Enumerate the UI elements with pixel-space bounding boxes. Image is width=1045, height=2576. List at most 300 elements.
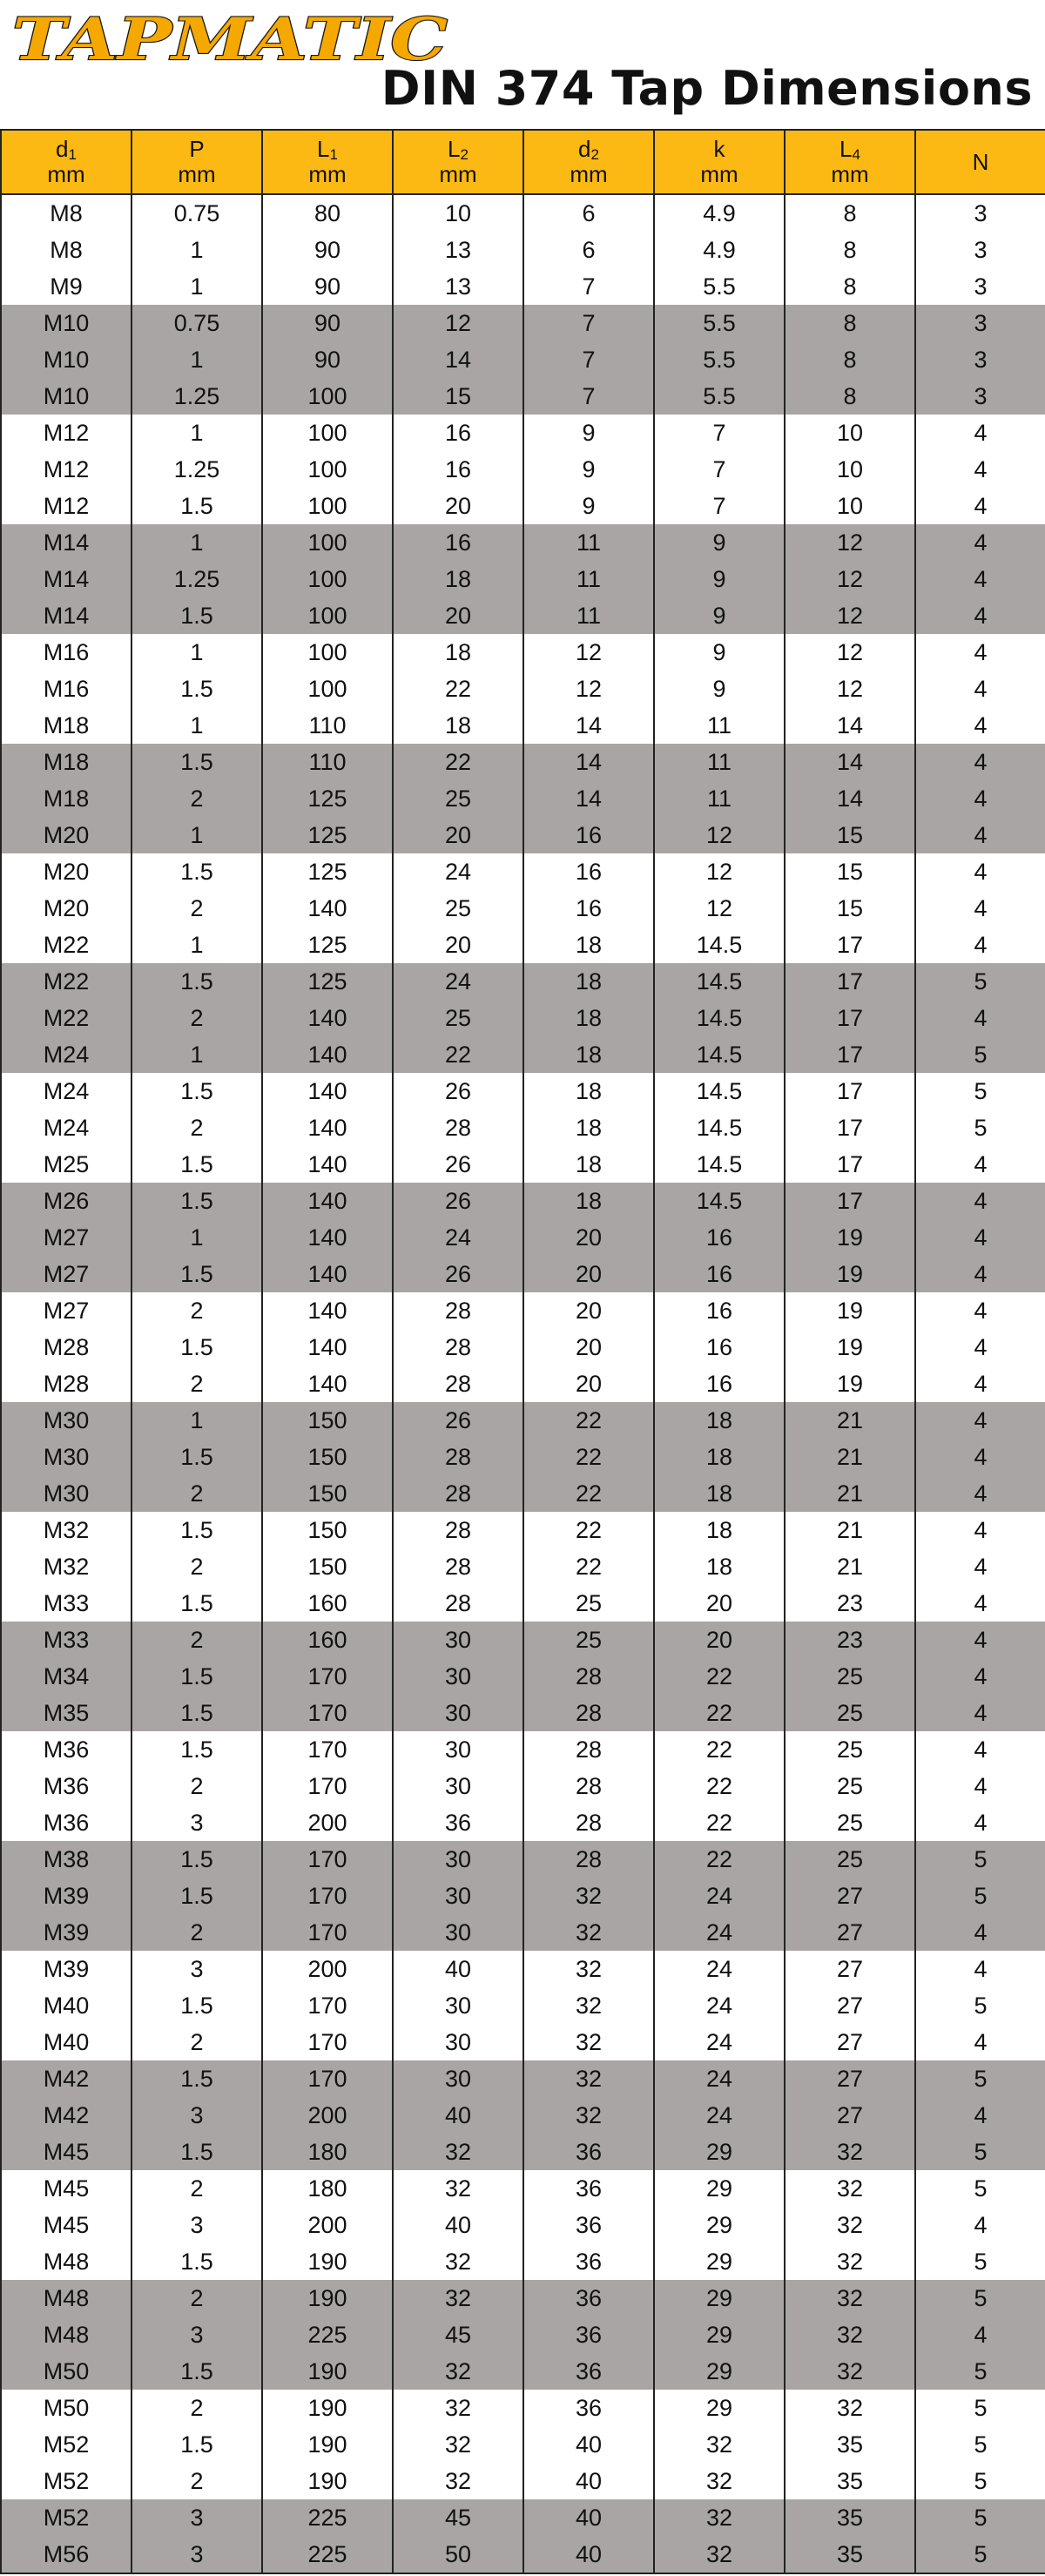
cell-l1: 180 xyxy=(262,2134,393,2170)
cell-d2: 18 xyxy=(523,1183,654,1219)
cell-p: 1 xyxy=(131,232,262,268)
cell-d1: M34 xyxy=(1,1658,131,1695)
cell-d1: M14 xyxy=(1,597,131,634)
cell-p: 2 xyxy=(131,1768,262,1804)
cell-d1: M50 xyxy=(1,2353,131,2390)
cell-n: 5 xyxy=(915,2390,1045,2426)
table-row xyxy=(1,2499,1045,2536)
table-row xyxy=(1,1585,1045,1622)
cell-d2: 22 xyxy=(523,1548,654,1585)
cell-n: 4 xyxy=(915,1439,1045,1475)
cell-p: 1 xyxy=(131,707,262,744)
table-row xyxy=(1,1439,1045,1475)
cell-d2: 7 xyxy=(523,268,654,305)
cell-k: 14.5 xyxy=(654,1109,785,1146)
cell-p: 3 xyxy=(131,2316,262,2353)
cell-n: 4 xyxy=(915,1804,1045,1841)
cell-n: 5 xyxy=(915,1987,1045,2024)
cell-l2: 18 xyxy=(393,634,523,671)
cell-l2: 30 xyxy=(393,1878,523,1914)
cell-l2: 26 xyxy=(393,1146,523,1183)
cell-k: 22 xyxy=(654,1841,785,1878)
cell-p: 1 xyxy=(131,268,262,305)
table-row xyxy=(1,2134,1045,2170)
cell-l1: 100 xyxy=(262,561,393,597)
cell-l2: 25 xyxy=(393,780,523,817)
cell-l1: 225 xyxy=(262,2536,393,2573)
cell-d1: M36 xyxy=(1,1768,131,1804)
cell-p: 3 xyxy=(131,2097,262,2134)
cell-l2: 45 xyxy=(393,2499,523,2536)
table-row xyxy=(1,451,1045,488)
cell-p: 2 xyxy=(131,890,262,927)
cell-p: 1.5 xyxy=(131,1658,262,1695)
cell-l1: 170 xyxy=(262,1914,393,1951)
cell-l1: 190 xyxy=(262,2243,393,2280)
cell-l1: 90 xyxy=(262,268,393,305)
cell-p: 3 xyxy=(131,2207,262,2243)
cell-l2: 16 xyxy=(393,415,523,451)
table-header-row xyxy=(1,130,1045,194)
cell-n: 5 xyxy=(915,2353,1045,2390)
table-row xyxy=(1,1548,1045,1585)
cell-p: 1 xyxy=(131,524,262,561)
cell-k: 4.9 xyxy=(654,194,785,232)
cell-k: 14.5 xyxy=(654,1000,785,1036)
header-l1: $L_1$ mm xyxy=(262,130,393,194)
cell-d1: M36 xyxy=(1,1731,131,1768)
cell-n: 5 xyxy=(915,2280,1045,2316)
table-row xyxy=(1,1256,1045,1292)
cell-n: 4 xyxy=(915,2207,1045,2243)
cell-l4: 8 xyxy=(785,268,915,305)
cell-k: 14.5 xyxy=(654,927,785,963)
cell-d1: M28 xyxy=(1,1366,131,1402)
cell-p: 1.5 xyxy=(131,1329,262,1366)
cell-l1: 200 xyxy=(262,1951,393,1987)
cell-l4: 17 xyxy=(785,1036,915,1073)
cell-l1: 100 xyxy=(262,634,393,671)
cell-l4: 14 xyxy=(785,744,915,780)
cell-l4: 21 xyxy=(785,1512,915,1548)
cell-l4: 12 xyxy=(785,597,915,634)
cell-n: 4 xyxy=(915,1585,1045,1622)
table-row xyxy=(1,1914,1045,1951)
cell-k: 18 xyxy=(654,1548,785,1585)
cell-l4: 25 xyxy=(785,1841,915,1878)
cell-d1: M35 xyxy=(1,1695,131,1731)
cell-l4: 27 xyxy=(785,2060,915,2097)
cell-l2: 20 xyxy=(393,488,523,524)
cell-n: 4 xyxy=(915,1292,1045,1329)
cell-p: 1 xyxy=(131,341,262,378)
cell-n: 5 xyxy=(915,2536,1045,2573)
cell-l1: 160 xyxy=(262,1622,393,1658)
cell-k: 16 xyxy=(654,1219,785,1256)
cell-p: 1 xyxy=(131,634,262,671)
cell-l4: 10 xyxy=(785,415,915,451)
cell-l4: 27 xyxy=(785,1878,915,1914)
cell-d1: M50 xyxy=(1,2390,131,2426)
cell-p: 1.5 xyxy=(131,1146,262,1183)
cell-k: 9 xyxy=(654,634,785,671)
cell-l1: 90 xyxy=(262,232,393,268)
cell-d1: M20 xyxy=(1,890,131,927)
table-row xyxy=(1,1731,1045,1768)
cell-d2: 40 xyxy=(523,2463,654,2499)
table-row xyxy=(1,707,1045,744)
cell-d1: M38 xyxy=(1,1841,131,1878)
cell-l1: 170 xyxy=(262,1768,393,1804)
cell-d2: 28 xyxy=(523,1731,654,1768)
cell-k: 22 xyxy=(654,1695,785,1731)
table-row xyxy=(1,597,1045,634)
cell-k: 5.5 xyxy=(654,305,785,341)
table-row xyxy=(1,1329,1045,1366)
cell-l2: 32 xyxy=(393,2353,523,2390)
cell-d2: 11 xyxy=(523,524,654,561)
cell-k: 29 xyxy=(654,2243,785,2280)
cell-d2: 40 xyxy=(523,2536,654,2573)
cell-p: 1.5 xyxy=(131,1731,262,1768)
cell-l2: 30 xyxy=(393,1731,523,1768)
cell-d1: M12 xyxy=(1,451,131,488)
cell-d1: M40 xyxy=(1,2024,131,2060)
cell-l2: 30 xyxy=(393,1768,523,1804)
table-row xyxy=(1,1402,1045,1439)
cell-n: 4 xyxy=(915,1475,1045,1512)
header-l2: $L_2$ mm xyxy=(393,130,523,194)
cell-n: 4 xyxy=(915,2097,1045,2134)
cell-l2: 25 xyxy=(393,890,523,927)
cell-l2: 30 xyxy=(393,2024,523,2060)
cell-l2: 20 xyxy=(393,817,523,853)
cell-p: 1.5 xyxy=(131,2060,262,2097)
cell-k: 9 xyxy=(654,524,785,561)
cell-l4: 21 xyxy=(785,1475,915,1512)
cell-k: 24 xyxy=(654,1987,785,2024)
cell-l1: 190 xyxy=(262,2463,393,2499)
table-row xyxy=(1,1878,1045,1914)
cell-l1: 170 xyxy=(262,2024,393,2060)
table-row xyxy=(1,524,1045,561)
cell-l4: 32 xyxy=(785,2390,915,2426)
cell-l2: 40 xyxy=(393,2097,523,2134)
table-row xyxy=(1,927,1045,963)
cell-p: 2 xyxy=(131,2463,262,2499)
table-row xyxy=(1,963,1045,1000)
cell-p: 1 xyxy=(131,1219,262,1256)
cell-k: 32 xyxy=(654,2499,785,2536)
cell-d2: 25 xyxy=(523,1622,654,1658)
cell-n: 4 xyxy=(915,1146,1045,1183)
cell-n: 3 xyxy=(915,194,1045,232)
cell-l2: 28 xyxy=(393,1585,523,1622)
cell-l2: 20 xyxy=(393,927,523,963)
cell-k: 24 xyxy=(654,1878,785,1914)
table-row xyxy=(1,1000,1045,1036)
cell-d1: M40 xyxy=(1,1987,131,2024)
table-row xyxy=(1,671,1045,707)
cell-k: 9 xyxy=(654,597,785,634)
cell-l4: 25 xyxy=(785,1658,915,1695)
cell-d1: M45 xyxy=(1,2134,131,2170)
cell-p: 2 xyxy=(131,780,262,817)
cell-l2: 32 xyxy=(393,2170,523,2207)
cell-l1: 140 xyxy=(262,1109,393,1146)
cell-d1: M27 xyxy=(1,1219,131,1256)
cell-l1: 125 xyxy=(262,817,393,853)
cell-p: 2 xyxy=(131,1000,262,1036)
cell-l2: 28 xyxy=(393,1109,523,1146)
cell-d1: M22 xyxy=(1,1000,131,1036)
cell-l4: 17 xyxy=(785,1073,915,1109)
cell-p: 1 xyxy=(131,927,262,963)
cell-d2: 16 xyxy=(523,890,654,927)
cell-l4: 23 xyxy=(785,1622,915,1658)
cell-p: 1.5 xyxy=(131,2243,262,2280)
cell-d2: 18 xyxy=(523,1000,654,1036)
cell-p: 1.5 xyxy=(131,1585,262,1622)
table-row xyxy=(1,1695,1045,1731)
cell-d1: M14 xyxy=(1,561,131,597)
table-row xyxy=(1,488,1045,524)
cell-k: 29 xyxy=(654,2390,785,2426)
cell-n: 4 xyxy=(915,415,1045,451)
cell-l4: 19 xyxy=(785,1329,915,1366)
cell-d2: 14 xyxy=(523,780,654,817)
cell-k: 14.5 xyxy=(654,1146,785,1183)
cell-n: 5 xyxy=(915,963,1045,1000)
cell-d2: 14 xyxy=(523,707,654,744)
cell-n: 3 xyxy=(915,268,1045,305)
cell-d1: M42 xyxy=(1,2097,131,2134)
cell-d2: 32 xyxy=(523,2060,654,2097)
cell-n: 4 xyxy=(915,853,1045,890)
cell-d1: M56 xyxy=(1,2536,131,2573)
cell-d2: 22 xyxy=(523,1475,654,1512)
cell-p: 1.5 xyxy=(131,963,262,1000)
cell-l1: 170 xyxy=(262,2060,393,2097)
cell-l1: 100 xyxy=(262,488,393,524)
cell-d2: 14 xyxy=(523,744,654,780)
cell-k: 11 xyxy=(654,780,785,817)
cell-d1: M30 xyxy=(1,1475,131,1512)
cell-d1: M24 xyxy=(1,1036,131,1073)
cell-k: 5.5 xyxy=(654,341,785,378)
cell-l1: 100 xyxy=(262,378,393,415)
cell-d2: 22 xyxy=(523,1512,654,1548)
cell-p: 2 xyxy=(131,1548,262,1585)
cell-l2: 28 xyxy=(393,1512,523,1548)
cell-l1: 150 xyxy=(262,1548,393,1585)
cell-l4: 23 xyxy=(785,1585,915,1622)
cell-l1: 110 xyxy=(262,707,393,744)
cell-d2: 22 xyxy=(523,1439,654,1475)
cell-l1: 170 xyxy=(262,1878,393,1914)
cell-p: 1.5 xyxy=(131,1183,262,1219)
header-l4: $L_4$ mm xyxy=(785,130,915,194)
cell-l2: 40 xyxy=(393,2207,523,2243)
cell-d2: 28 xyxy=(523,1695,654,1731)
cell-l4: 35 xyxy=(785,2463,915,2499)
cell-l4: 32 xyxy=(785,2280,915,2316)
table-row xyxy=(1,2060,1045,2097)
cell-d1: M10 xyxy=(1,378,131,415)
cell-d1: M28 xyxy=(1,1329,131,1366)
cell-d2: 32 xyxy=(523,1878,654,1914)
cell-l1: 170 xyxy=(262,1987,393,2024)
cell-p: 1.5 xyxy=(131,2426,262,2463)
cell-p: 1 xyxy=(131,415,262,451)
cell-l4: 15 xyxy=(785,817,915,853)
cell-d2: 36 xyxy=(523,2243,654,2280)
cell-l4: 15 xyxy=(785,853,915,890)
cell-l2: 30 xyxy=(393,1622,523,1658)
cell-l4: 25 xyxy=(785,1695,915,1731)
cell-d2: 20 xyxy=(523,1292,654,1329)
cell-n: 4 xyxy=(915,597,1045,634)
cell-l4: 32 xyxy=(785,2170,915,2207)
cell-d2: 36 xyxy=(523,2280,654,2316)
cell-p: 1 xyxy=(131,817,262,853)
cell-k: 24 xyxy=(654,1951,785,1987)
cell-d1: M32 xyxy=(1,1548,131,1585)
table-row xyxy=(1,2170,1045,2207)
cell-d1: M20 xyxy=(1,853,131,890)
cell-d1: M27 xyxy=(1,1292,131,1329)
cell-k: 7 xyxy=(654,488,785,524)
cell-l1: 170 xyxy=(262,1695,393,1731)
cell-d1: M20 xyxy=(1,817,131,853)
cell-k: 7 xyxy=(654,415,785,451)
cell-l1: 125 xyxy=(262,927,393,963)
cell-l2: 13 xyxy=(393,232,523,268)
cell-p: 1.5 xyxy=(131,1512,262,1548)
cell-k: 29 xyxy=(654,2316,785,2353)
cell-l4: 12 xyxy=(785,561,915,597)
cell-l1: 200 xyxy=(262,1804,393,1841)
cell-l2: 12 xyxy=(393,305,523,341)
cell-n: 4 xyxy=(915,488,1045,524)
table-body xyxy=(1,194,1045,2573)
cell-n: 4 xyxy=(915,634,1045,671)
cell-p: 2 xyxy=(131,1109,262,1146)
cell-p: 1.5 xyxy=(131,1841,262,1878)
cell-n: 5 xyxy=(915,1841,1045,1878)
cell-k: 29 xyxy=(654,2353,785,2390)
cell-l2: 36 xyxy=(393,1804,523,1841)
cell-k: 18 xyxy=(654,1439,785,1475)
table-row xyxy=(1,1073,1045,1109)
cell-p: 0.75 xyxy=(131,194,262,232)
cell-k: 12 xyxy=(654,890,785,927)
cell-d2: 9 xyxy=(523,415,654,451)
cell-k: 16 xyxy=(654,1292,785,1329)
cell-n: 4 xyxy=(915,2316,1045,2353)
cell-d2: 6 xyxy=(523,194,654,232)
cell-n: 4 xyxy=(915,2024,1045,2060)
table-row xyxy=(1,561,1045,597)
cell-p: 1.5 xyxy=(131,1073,262,1109)
table-row xyxy=(1,1219,1045,1256)
cell-n: 4 xyxy=(915,1914,1045,1951)
cell-d1: M12 xyxy=(1,415,131,451)
cell-n: 3 xyxy=(915,305,1045,341)
cell-n: 5 xyxy=(915,2134,1045,2170)
cell-d2: 36 xyxy=(523,2207,654,2243)
cell-l4: 19 xyxy=(785,1292,915,1329)
cell-n: 4 xyxy=(915,1512,1045,1548)
cell-l4: 21 xyxy=(785,1402,915,1439)
cell-p: 2 xyxy=(131,1292,262,1329)
cell-l4: 15 xyxy=(785,890,915,927)
cell-l1: 100 xyxy=(262,671,393,707)
cell-d1: M45 xyxy=(1,2207,131,2243)
header-n: N xyxy=(915,130,1045,194)
cell-d2: 32 xyxy=(523,1987,654,2024)
cell-d1: M33 xyxy=(1,1622,131,1658)
cell-l2: 50 xyxy=(393,2536,523,2573)
cell-n: 5 xyxy=(915,2243,1045,2280)
cell-l4: 8 xyxy=(785,194,915,232)
cell-l2: 22 xyxy=(393,744,523,780)
cell-l1: 150 xyxy=(262,1439,393,1475)
cell-l2: 40 xyxy=(393,1951,523,1987)
cell-l2: 20 xyxy=(393,597,523,634)
cell-l2: 16 xyxy=(393,451,523,488)
cell-p: 2 xyxy=(131,1366,262,1402)
cell-n: 5 xyxy=(915,1878,1045,1914)
dimensions-table-container xyxy=(0,129,1045,2574)
cell-p: 2 xyxy=(131,2390,262,2426)
cell-p: 1.5 xyxy=(131,1878,262,1914)
cell-l1: 125 xyxy=(262,853,393,890)
cell-l1: 100 xyxy=(262,451,393,488)
cell-d1: M30 xyxy=(1,1402,131,1439)
cell-d2: 28 xyxy=(523,1841,654,1878)
cell-n: 4 xyxy=(915,1402,1045,1439)
cell-l4: 8 xyxy=(785,341,915,378)
cell-p: 2 xyxy=(131,2170,262,2207)
cell-d2: 16 xyxy=(523,853,654,890)
cell-d1: M8 xyxy=(1,194,131,232)
cell-d1: M39 xyxy=(1,1914,131,1951)
table-row xyxy=(1,232,1045,268)
cell-l1: 140 xyxy=(262,1219,393,1256)
cell-l4: 14 xyxy=(785,707,915,744)
table-row xyxy=(1,2097,1045,2134)
cell-l2: 26 xyxy=(393,1402,523,1439)
cell-p: 3 xyxy=(131,2499,262,2536)
cell-l1: 110 xyxy=(262,744,393,780)
cell-l2: 24 xyxy=(393,1219,523,1256)
cell-l4: 32 xyxy=(785,2207,915,2243)
cell-d1: M45 xyxy=(1,2170,131,2207)
cell-d1: M52 xyxy=(1,2426,131,2463)
table-row xyxy=(1,853,1045,890)
table-row xyxy=(1,1841,1045,1878)
cell-l2: 30 xyxy=(393,1841,523,1878)
cell-l1: 140 xyxy=(262,890,393,927)
table-row xyxy=(1,1622,1045,1658)
cell-l1: 190 xyxy=(262,2426,393,2463)
cell-n: 5 xyxy=(915,2499,1045,2536)
cell-k: 20 xyxy=(654,1585,785,1622)
cell-p: 3 xyxy=(131,1951,262,1987)
cell-k: 24 xyxy=(654,1914,785,1951)
cell-l4: 32 xyxy=(785,2353,915,2390)
